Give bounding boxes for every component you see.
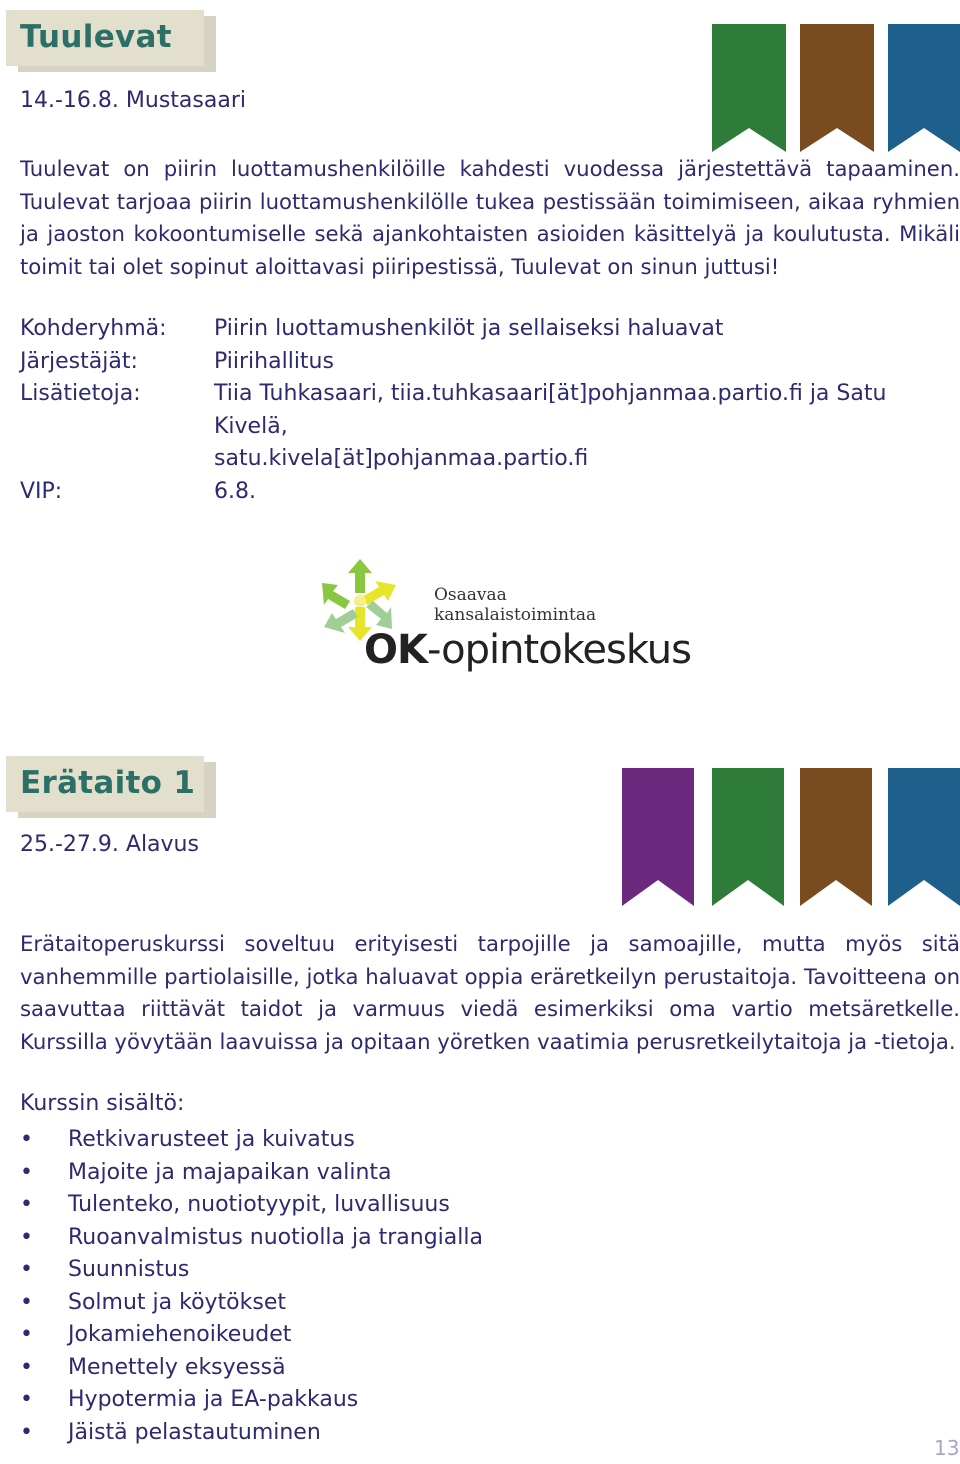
event-description: Tuulevat on piirin luottamushenkilöille kahdesti vuodessa järjestettävä tapaaminen. Tuulevat tarjoaa piirin luottamushenkilölle tukea pestissään toimimiseen, aikaa ryhmien ja jaoston kokoontumiselle sekä ajankohtaisten asioiden käsittelyä ja koulutusta. Mikäli toimit tai olet sopinut aloittavasi piiripestissä, Tuulevat on sinun juttusi! xyxy=(20,156,960,279)
list-item xyxy=(20,1319,483,1352)
logo-tagline-1: Osaavaa xyxy=(434,585,507,605)
bullet-icon: • xyxy=(20,1322,33,1347)
info-row-organizer xyxy=(20,346,954,379)
info-value: Piirin luottamushenkilöt ja sellaiseksi haluavat xyxy=(214,316,724,341)
bullet-icon: • xyxy=(20,1159,33,1185)
banner-blue xyxy=(888,24,960,152)
contact-line-2[interactable]: satu.kivela[ät]pohjanmaa.partio.fi xyxy=(214,446,589,471)
ok-opintokeskus-logo xyxy=(318,555,691,685)
info-row-contact xyxy=(20,378,954,476)
banner-green xyxy=(712,768,784,906)
banner-brown xyxy=(800,768,872,906)
event-date-location: 25.-27.9. Alavus xyxy=(20,832,199,857)
bullet-icon: • xyxy=(20,1289,33,1315)
event-description: Erätaitoperuskurssi soveltuu erityisesti tarpojille ja samoajille, mutta myös sitä vanhemmille partiolaisille, jotka haluavat oppia eräretkeilyn perustaitoja. Tavoitteena on saavuttaa riittävät taidot ja varmuus viedä esimerkiksi oma vartio metsäretkelle. Kurssilla yövytään laavuissa ja opitaan yöretken vaatimia perusretkeilytaitoja ja -tietoja. xyxy=(20,931,960,1054)
section-title-tab xyxy=(6,756,204,812)
course-content-label: Kurssin sisältö: xyxy=(20,1091,185,1116)
bullet-icon: • xyxy=(20,1387,33,1412)
course-content-list xyxy=(20,1124,483,1449)
info-label: Lisätietoja: xyxy=(20,381,141,406)
color-banners-bottom xyxy=(620,768,960,908)
bullet-icon: • xyxy=(20,1127,33,1152)
bullet-icon: • xyxy=(20,1257,33,1282)
bullet-icon: • xyxy=(20,1224,33,1250)
list-item xyxy=(20,1352,483,1385)
event-date-location: 14.-16.8. Mustasaari xyxy=(20,88,246,113)
banner-purple xyxy=(622,768,694,906)
list-item-text: Menettely eksyessä xyxy=(68,1354,286,1380)
contact-line-1[interactable]: Tiia Tuhkasaari, tiia.tuhkasaari[ät]pohjanmaa.partio.fi ja Satu Kivelä, xyxy=(214,381,887,439)
list-item-text: Jokamiehenoikeudet xyxy=(68,1322,292,1347)
list-item-text: Ruoanvalmistus nuotiolla ja trangialla xyxy=(68,1224,483,1250)
info-value xyxy=(214,378,954,476)
info-label: Kohderyhmä: xyxy=(20,316,167,341)
color-banners-top xyxy=(710,24,960,164)
list-item-text: Jäistä pelastautuminen xyxy=(68,1419,321,1445)
info-value: Piirihallitus xyxy=(214,348,334,374)
event-info-table xyxy=(20,313,954,508)
list-item-text: Hypotermia ja EA-pakkaus xyxy=(68,1387,359,1412)
bullet-icon: • xyxy=(20,1192,33,1217)
list-item xyxy=(20,1222,483,1255)
list-item xyxy=(20,1417,483,1450)
banner-blue xyxy=(888,768,960,906)
list-item-text: Tulenteko, nuotiotyypit, luvallisuus xyxy=(68,1192,450,1217)
list-item xyxy=(20,1124,483,1157)
info-value: 6.8. xyxy=(214,478,256,504)
banner-brown xyxy=(800,24,874,152)
list-item-text: Solmut ja köytökset xyxy=(68,1289,287,1315)
list-item xyxy=(20,1157,483,1190)
banner-green xyxy=(712,24,786,152)
info-label: Järjestäjät: xyxy=(20,348,138,374)
logo-wordmark-bold: OK xyxy=(364,627,427,673)
logo-wordmark xyxy=(364,627,691,673)
bullet-icon: • xyxy=(20,1419,33,1445)
list-item-text: Majoite ja majapaikan valinta xyxy=(68,1159,392,1185)
info-row-target xyxy=(20,313,954,346)
logo-tagline-2: kansalaistoimintaa xyxy=(434,605,597,625)
list-item-text: Suunnistus xyxy=(68,1257,190,1282)
section-title: Tuulevat xyxy=(20,19,172,55)
list-item xyxy=(20,1384,483,1417)
bullet-icon: • xyxy=(20,1354,33,1380)
info-row-vip xyxy=(20,476,954,509)
list-item-text: Retkivarusteet ja kuivatus xyxy=(68,1127,355,1152)
page-number: 13 xyxy=(934,1436,960,1460)
list-item xyxy=(20,1189,483,1222)
list-item xyxy=(20,1254,483,1287)
list-item xyxy=(20,1287,483,1320)
logo-wordmark-rest: -opintokeskus xyxy=(427,627,691,673)
section-title: Erätaito 1 xyxy=(20,765,196,801)
section-title-tab xyxy=(6,10,204,66)
info-label: VIP: xyxy=(20,478,63,504)
